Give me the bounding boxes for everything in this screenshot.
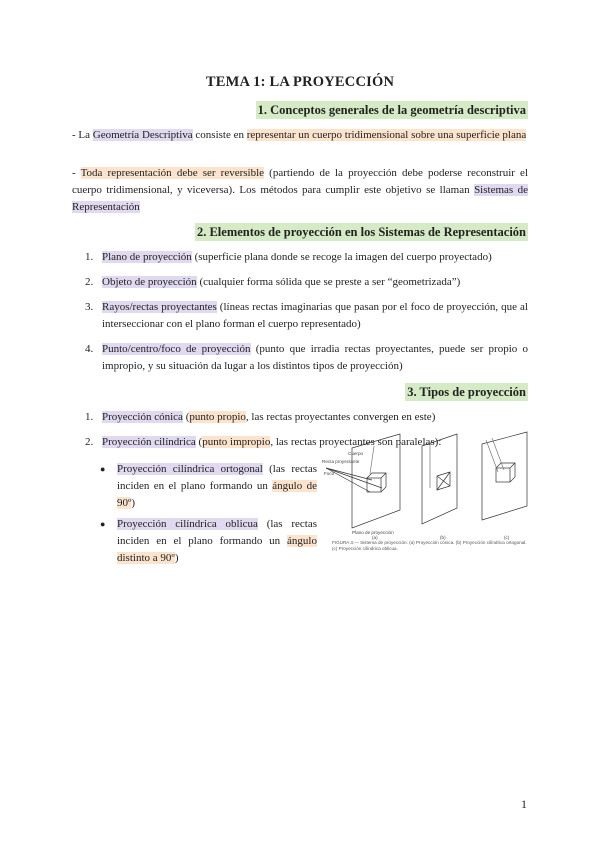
subtype-oblicua	[100, 516, 317, 567]
highlight-term: Proyección cilíndrica	[102, 436, 196, 448]
highlight-definition: representar un cuerpo tridimensional sobre una superficie plana	[246, 129, 527, 141]
highlight-rule: Toda representación debe ser reversible	[80, 167, 265, 179]
highlight-point: punto impropio	[202, 436, 271, 448]
list-number: 3.	[85, 301, 94, 313]
text: (las rectas inciden en el plano formando un	[117, 463, 317, 492]
highlight-term: Sistemas de Representación	[72, 184, 528, 213]
text: (punto que irradia rectas proyectantes, puede ser propio o impropio, y su situación da lugar a los distintos tipos de proyección)	[102, 343, 528, 372]
page-number: 1	[521, 797, 527, 811]
section-heading-3: 3. Tipos de proyección	[407, 385, 526, 399]
paragraph-reversible	[72, 165, 528, 216]
label-proyectante: Recta proyectante	[322, 459, 360, 464]
bullet-icon: ●	[100, 519, 106, 529]
text: (las rectas inciden en el plano formando un	[117, 518, 317, 547]
list-item	[72, 274, 528, 291]
list-number: 4.	[85, 343, 94, 355]
list-item	[72, 299, 528, 333]
text: )	[131, 497, 136, 509]
section-heading-1: 1. Conceptos generales de la geometría descriptiva	[257, 103, 526, 117]
text: consiste en	[192, 129, 247, 141]
label-foco: Foco	[324, 471, 335, 476]
highlight-term: Proyección cónica	[102, 411, 183, 423]
highlight-term: Rayos/rectas proyectantes	[102, 301, 217, 313]
highlight-term: Geometría Descriptiva	[92, 129, 193, 141]
page-title: TEMA 1: LA PROYECCIÓN	[205, 74, 395, 90]
highlight-angle: ángulo de 90º	[117, 480, 317, 509]
text: , las rectas proyectantes son paralelas):	[270, 436, 442, 448]
elements-list	[72, 249, 528, 375]
highlight-term: Proyección cilíndrica ortogonal	[117, 463, 263, 475]
subtype-ortogonal	[100, 461, 317, 512]
paragraph-geometria	[72, 127, 528, 144]
label-b: (b)	[440, 535, 446, 540]
list-item	[72, 249, 528, 266]
label-c: (c)	[504, 535, 510, 540]
list-number: 1.	[85, 251, 94, 263]
text: , las rectas proyectantes convergen en este)	[245, 411, 436, 423]
projection-figure	[322, 428, 532, 576]
highlight-term: Plano de proyección	[102, 251, 192, 263]
figure-caption: FIGURA 3.— Sistema de proyección: (a) Proyección cónica. (b) Proyección cilíndrica ortogonal. (c) Proyección cilíndrica oblicua.	[332, 540, 527, 551]
highlight-term: Punto/centro/foco de proyección	[102, 343, 251, 355]
section-heading-2: 2. Elementos de proyección en los Sistemas de Representación	[196, 225, 526, 239]
label-a: (a)	[372, 535, 378, 540]
text: - La	[72, 129, 93, 141]
highlight-term: Objeto de proyección	[102, 276, 197, 288]
bullet-icon: ●	[100, 464, 106, 474]
text: (partiendo de la proyección debe poderse reconstruir el cuerpo tridimensional, y viceversa). Los métodos para cumplir este objetivo se llaman	[72, 167, 528, 196]
highlight-angle: ángulo distinto a 90º	[117, 535, 317, 564]
label-plano: Plano de proyección	[352, 530, 394, 535]
list-item	[72, 409, 528, 426]
text: )	[174, 552, 179, 564]
text: (	[195, 436, 203, 448]
highlight-point: punto propio	[189, 411, 246, 423]
projection-diagram	[322, 428, 532, 540]
text: (superficie plana donde se recoge la imagen del cuerpo proyectado)	[191, 251, 492, 263]
label-cuerpo: Cuerpo	[348, 451, 364, 456]
highlight-term: Proyección cilíndrica oblicua	[117, 518, 258, 530]
text: (	[182, 411, 190, 423]
text: (cualquier forma sólida que se preste a ser “geometrizada”)	[196, 276, 461, 288]
list-item	[72, 341, 528, 375]
plane-a	[352, 434, 400, 528]
text: -	[72, 167, 81, 179]
list-number: 1.	[85, 411, 94, 423]
list-number: 2.	[85, 436, 94, 448]
text: (líneas rectas imaginarias que pasan por el foco de proyección, que al interseccionar con el plano forman el cuerpo representado)	[102, 301, 528, 330]
list-number: 2.	[85, 276, 94, 288]
